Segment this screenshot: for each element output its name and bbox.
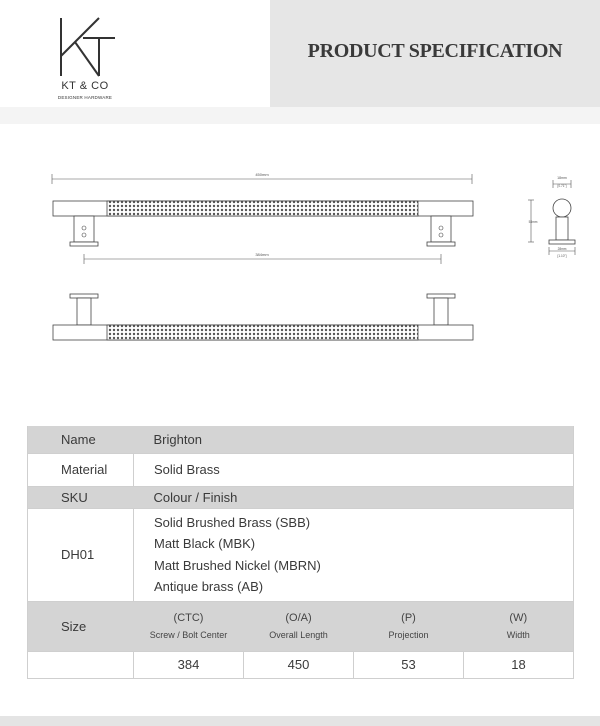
size-col-full: Width — [506, 630, 530, 640]
brand-tagline: DESIGNER HARDWARE — [57, 95, 113, 100]
size-col-p — [354, 601, 464, 651]
side-base-label: 28mm — [557, 247, 567, 251]
size-col-abbr: (CTC) — [173, 612, 204, 624]
side-width-imperial: [0.71"] — [557, 184, 567, 188]
kt-logo-icon — [55, 16, 117, 78]
handle-front-view — [53, 294, 473, 340]
spec-row-sku — [28, 486, 574, 508]
spec-table — [27, 426, 574, 679]
name-label: Name — [28, 426, 134, 453]
size-col-full: Overall Length — [269, 630, 328, 640]
material-value: Solid Brass — [134, 453, 574, 486]
technical-drawing — [0, 124, 600, 394]
product-code: DH01 — [28, 508, 134, 601]
logo-panel — [0, 0, 270, 107]
size-col-abbr: (P) — [401, 612, 416, 624]
size-col-ctc — [134, 601, 244, 651]
size-col-w — [464, 601, 574, 651]
side-projection-label: 53mm — [528, 220, 538, 224]
header — [0, 0, 600, 107]
size-label: Size — [28, 601, 134, 651]
finish-item: Matt Black (MBK) — [154, 536, 256, 551]
divider-band — [0, 107, 600, 124]
material-label: Material — [28, 453, 134, 486]
finish-item: Antique brass (AB) — [154, 579, 264, 594]
spec-row-name — [28, 426, 574, 453]
title-panel — [270, 0, 600, 107]
footer-band — [0, 716, 600, 726]
page-title: PRODUCT SPECIFICATION — [307, 40, 563, 62]
sku-value: Colour / Finish — [134, 486, 574, 508]
sku-label: SKU — [28, 486, 134, 508]
size-value-p: 53 — [354, 651, 464, 678]
name-value: Brighton — [134, 426, 574, 453]
size-col-abbr: (O/A) — [285, 612, 312, 624]
size-col-abbr: (W) — [509, 612, 528, 624]
spec-row-material — [28, 453, 574, 486]
overall-dimension — [52, 172, 472, 184]
handle-top-view — [53, 201, 473, 246]
size-col-oa — [244, 601, 354, 651]
handle-side-view — [528, 176, 575, 258]
ctc-dim-label: 384mm — [255, 252, 269, 257]
finish-item: Solid Brushed Brass (SBB) — [154, 514, 311, 530]
size-value-oa: 450 — [244, 651, 354, 678]
spec-row-finishes — [28, 508, 574, 601]
spec-row-size-headers — [28, 601, 574, 651]
ctc-dimension — [84, 252, 441, 264]
brand-name: KT & CO — [61, 80, 109, 92]
spec-row-size-values — [28, 651, 574, 678]
size-col-full: Projection — [388, 630, 429, 640]
side-width-label: 18mm — [557, 176, 567, 180]
size-col-full: Screw / Bolt Center — [149, 630, 228, 640]
size-value-w: 18 — [464, 651, 574, 678]
finish-item: Matt Brushed Nickel (MBRN) — [154, 557, 321, 573]
finish-list — [134, 508, 574, 601]
side-base-imperial: [1.10"] — [557, 254, 567, 258]
overall-dim-label: 450mm — [255, 172, 269, 177]
size-value-ctc: 384 — [134, 651, 244, 678]
